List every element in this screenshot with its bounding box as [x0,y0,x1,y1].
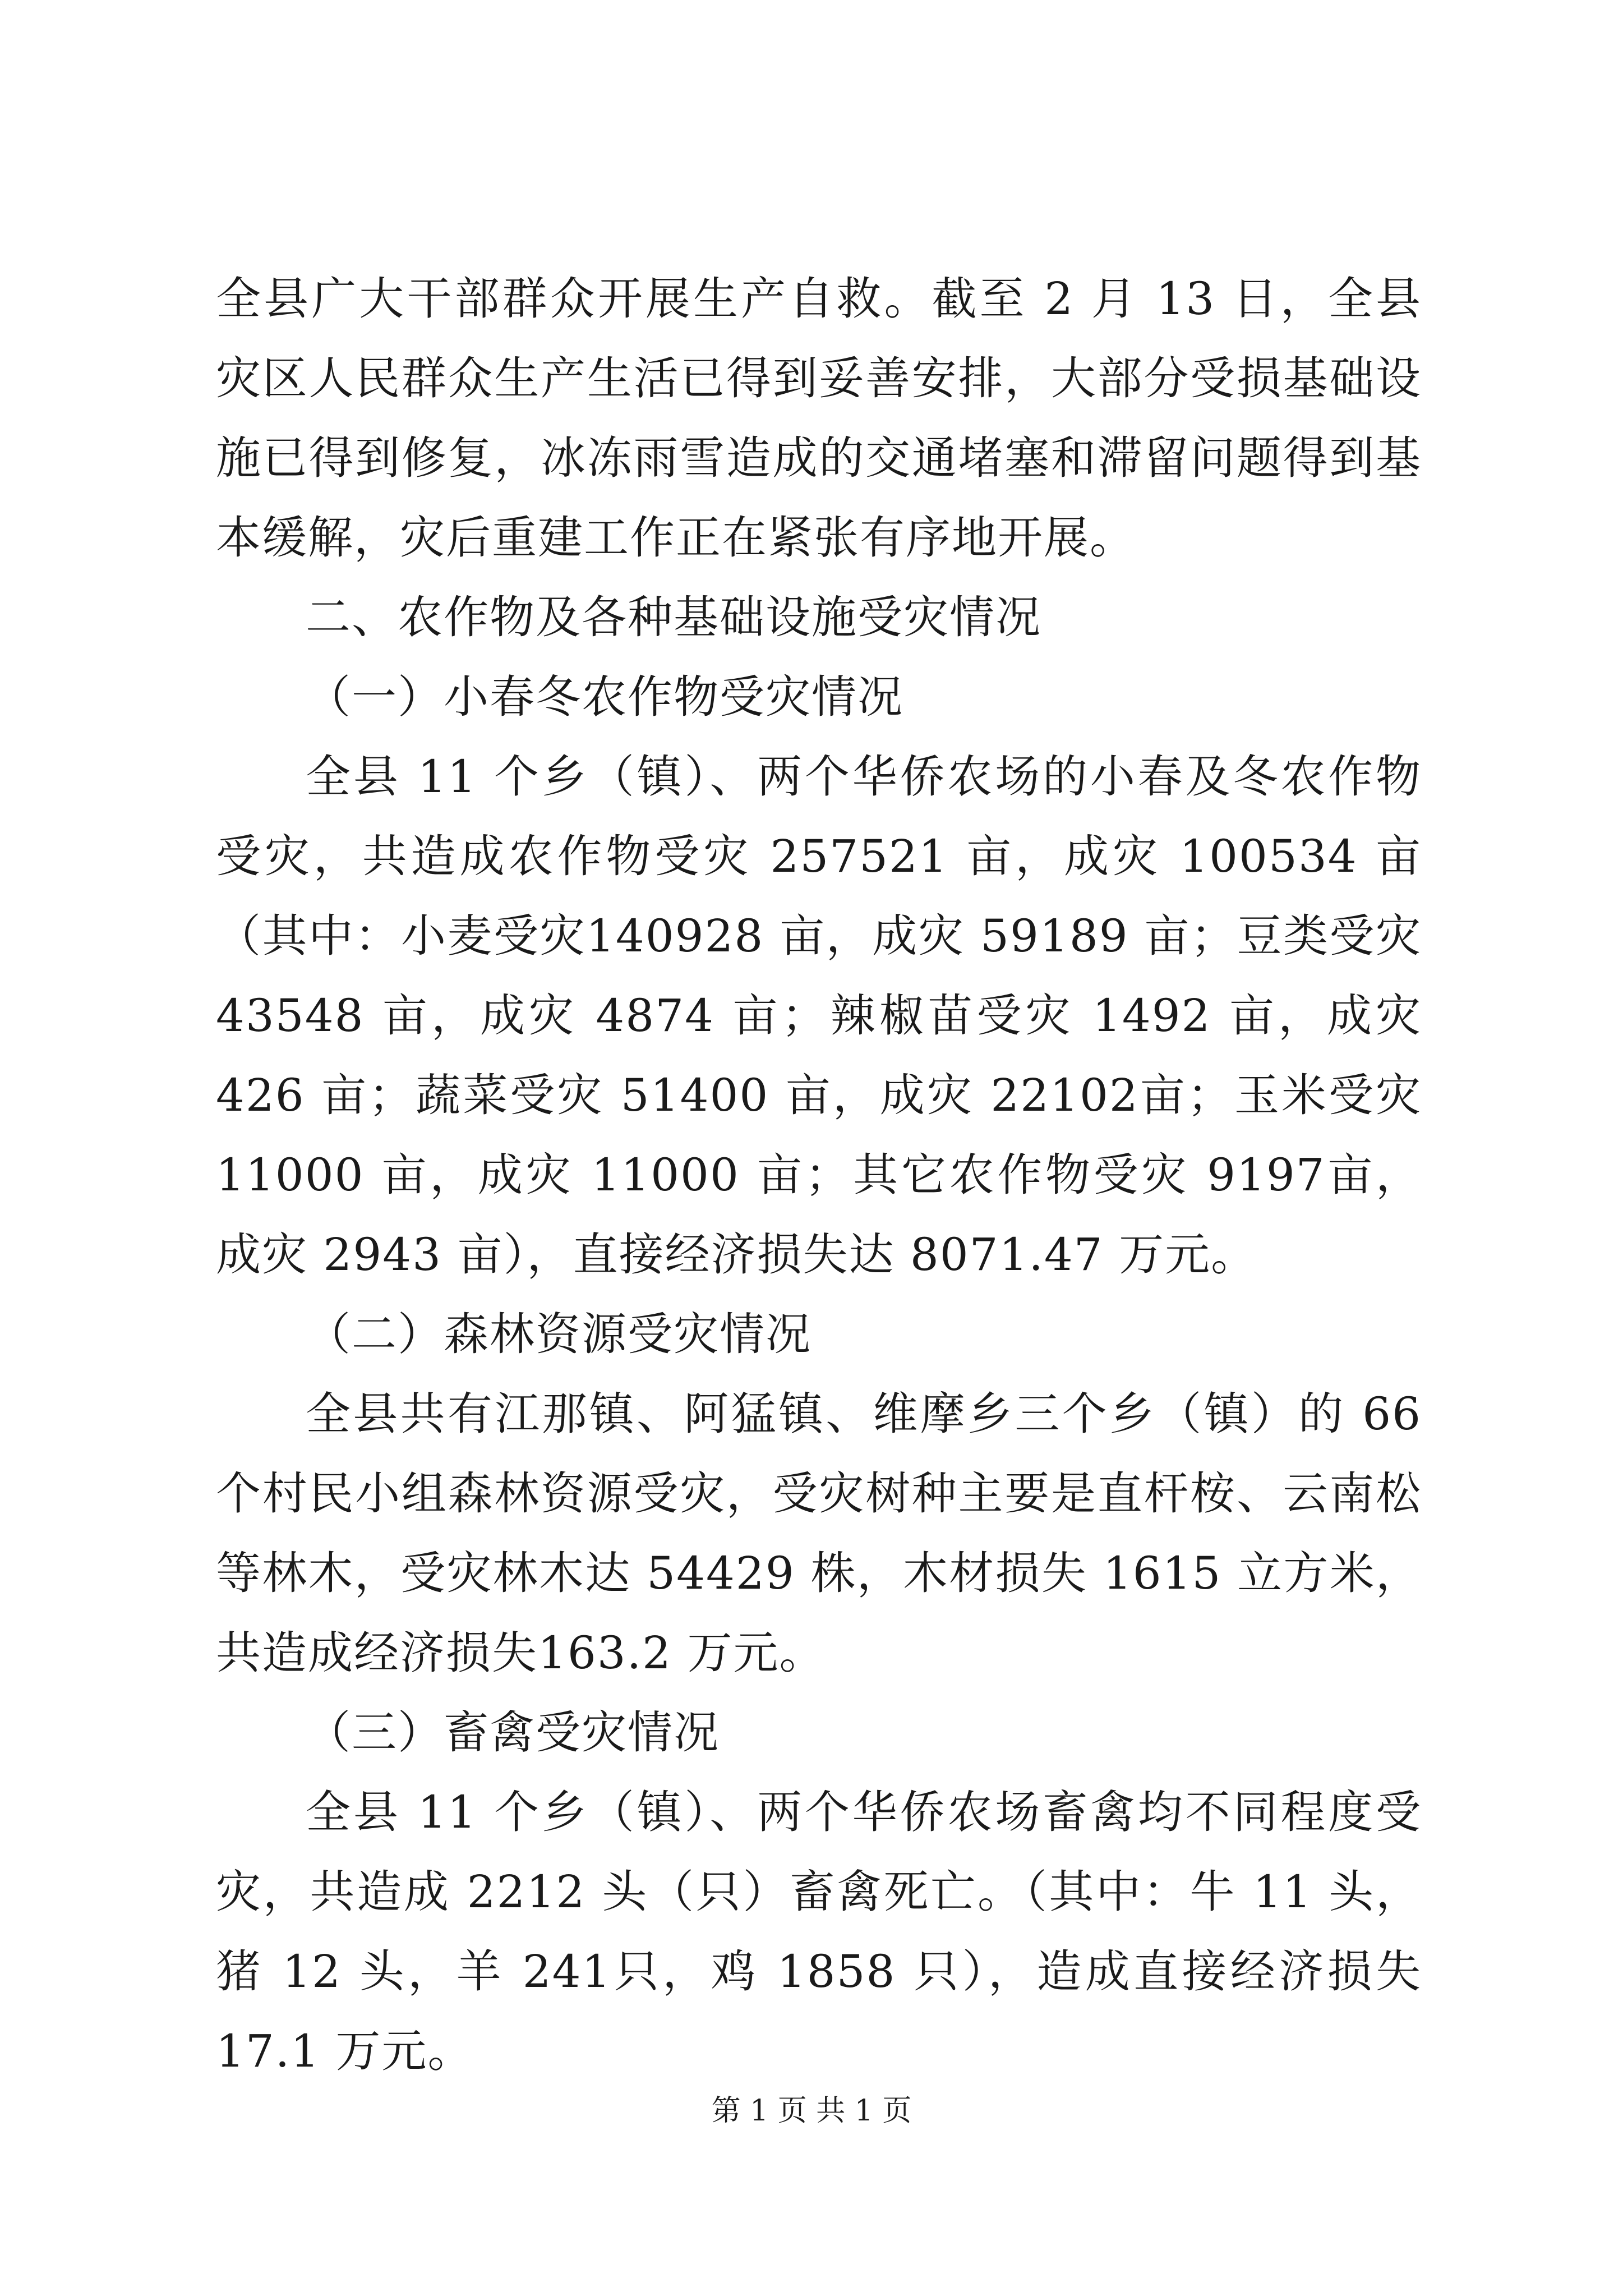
paragraph-intro: 全县广大干部群众开展生产自救。截至 2 月 13 日，全县灾区人民群众生产生活已得到妥善安排，大部分受损基础设施已得到修复，冰冻雨雪造成的交通堵塞和滞留问题得到基本缓解，灾后重建工作正在紧张有序地开展。 [216,273,1422,564]
subsection-heading-forest: （二）森林资源受灾情况 [306,1308,811,1360]
paragraph-crops: 全县 11 个乡（镇）、两个华侨农场的小春及冬农作物受灾，共造成农作物受灾 257521 亩，成灾 100534 亩（其中：小麦受灾140928 亩，成灾 59189 亩；豆类受灾 43548 亩，成灾 4874 亩；辣椒苗受灾 1492 亩，成灾 426 亩；蔬菜受灾 51400 亩，成灾 22102亩；玉米受灾 11000 亩，成灾 11000 亩；其它农作物受灾 9197亩，成灾 2943 亩），直接经济损失达 8071.47 万元。 [216,751,1422,1281]
subsection-heading-livestock: （三）畜禽受灾情况 [306,1706,720,1759]
document-body [216,259,1422,2091]
section-heading-2: 二、农作物及各种基础设施受灾情况 [306,591,1041,643]
page-indicator: 第 1 页 共 1 页 [711,2094,912,2128]
paragraph-livestock: 全县 11 个乡（镇）、两个华侨农场畜禽均不同程度受灾，共造成 2212 头（只）畜禽死亡。（其中：牛 11 头，猪 12 头，羊 241只，鸡 1858 只），造成直接经济损失 17.1 万元。 [216,1786,1422,2077]
paragraph-forest: 全县共有江那镇、阿猛镇、维摩乡三个乡（镇）的 66 个村民小组森林资源受灾，受灾树种主要是直杆桉、云南松等林木，受灾林木达 54429 株，木材损失 1615 立方米，共造成经济损失163.2 万元。 [216,1388,1422,1679]
page-footer [0,2091,1623,2131]
subsection-heading-crops: （一）小春冬农作物受灾情况 [306,671,903,723]
